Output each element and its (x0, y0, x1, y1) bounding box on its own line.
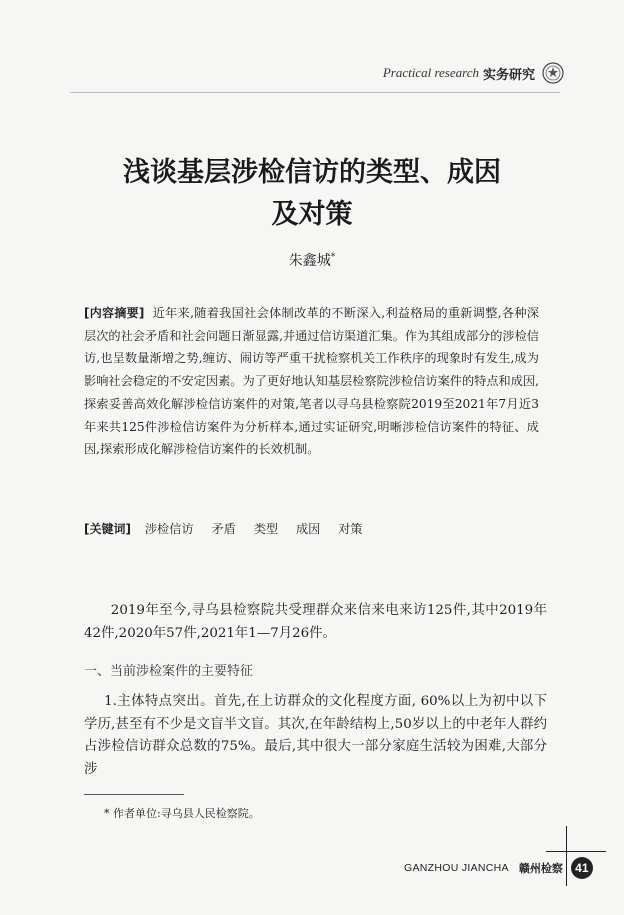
author-footnote-mark: * (330, 252, 336, 263)
keyword: 矛盾 (211, 522, 236, 536)
body-paragraph-intro: 2019年至今,寻乌县检察院共受理群众来信来电来访125件,其中2019年42件,2020年57件,2021年1—7月26件。 (84, 603, 547, 641)
running-header (383, 62, 564, 84)
keywords (84, 520, 377, 537)
title-line-2: 及对策 (271, 199, 353, 230)
keyword: 成因 (295, 522, 321, 536)
article-title (0, 152, 624, 236)
journal-name-en: GANZHOU JIANCHA (404, 862, 509, 874)
abstract-text: 近年来,随着我国社会体制改革的不断深入,利益格局的重新调整,各种深层次的社会矛盾和社会问题日渐显露,并通过信访渠道汇集。作为其组成部分的涉检信访,也呈数量渐增之势,缠访、闹访等严重干扰检察机关工作秩序的现象时有发生,成为影响社会稳定的不安定因素。为了更好地认知基层检察院涉检信访案件的特点和成因,探索妥善高效化解涉检信访案件的对策,笔者以寻乌县检察院2019至2021年7月近3年来共125件涉检信访案件为分析样本,通过实证研究,明晰涉检信访案件的特征、成因,探索形成化解涉检信访案件的长效机制。 (84, 306, 539, 457)
crop-mark-horizontal (546, 851, 606, 852)
journal-name-cn: 赣州检察 (518, 862, 563, 875)
footnote: * 作者单位:寻乌县人民检察院。 (104, 807, 260, 820)
title-line-1: 浅谈基层涉检信访的类型、成因 (123, 157, 501, 188)
keyword: 涉检信访 (144, 522, 194, 536)
author-name: 朱鑫城 (288, 253, 331, 269)
keywords-label: [关键词] (84, 522, 131, 536)
author (0, 250, 624, 270)
page-number: 41 (571, 857, 593, 879)
procuratorate-emblem-icon (542, 62, 564, 84)
page-footer (404, 857, 593, 879)
abstract-label: [内容摘要] (84, 306, 145, 320)
footnote-rule (84, 794, 184, 795)
abstract (84, 302, 539, 461)
keyword: 类型 (253, 522, 279, 536)
keyword: 对策 (338, 522, 363, 536)
header-rule (70, 92, 560, 93)
running-title-cn: 实务研究 (482, 67, 535, 83)
body-paragraph-1: 1.主体特点突出。首先,在上访群众的文化程度方面, 60%以上为初中以下学历,甚至有不少是文盲半文盲。其次,在年龄结构上,50岁以上的中老年人群约占涉检信访群众总数的75%。最后,其中很大一部分家庭生活较为困难,大部分涉 (84, 694, 547, 777)
running-title-en: Practical research (382, 65, 479, 80)
section-heading: 一、当前涉检案件的主要特征 (84, 664, 254, 679)
